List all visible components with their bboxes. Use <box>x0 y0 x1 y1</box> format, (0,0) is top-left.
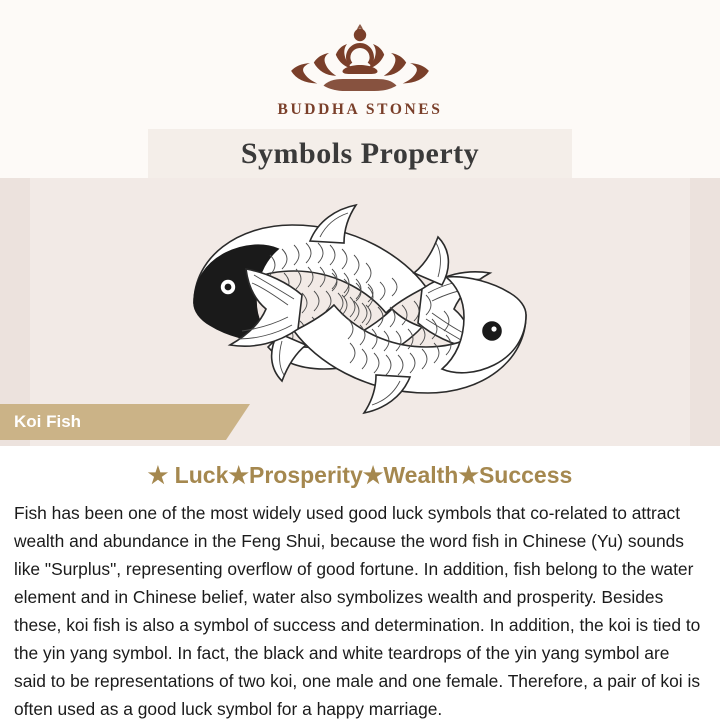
status-badge <box>0 404 226 440</box>
description-paragraph: Fish has been one of the most widely used good luck symbols that co-related to attract wealth and abundance in the Feng Shui, because the word fish in Chinese (Yu) sounds like "Surplus", representing overflow of good fortune. In addition, fish belong to the water element and in Chinese belief, water also symbolizes wealth and prosperity. Besides these, koi fish is also a symbol of success and determination. In addition, the koi is tied to the yin yang symbol. In fact, the black and white teardrops of the yin yang symbol are said to be representations of two koi, one male and one female. Therefore, a pair of koi is often used as a good luck symbol for a happy marriage. <box>14 503 701 719</box>
title-banner <box>148 129 572 178</box>
body-content <box>0 446 720 720</box>
band-side-right <box>690 178 720 446</box>
ribbon-label: Koi Fish <box>14 412 82 431</box>
brand-logo <box>0 22 720 119</box>
ribbon-tail-icon <box>226 404 250 440</box>
keyword-list: ★ Luck★Prosperity★Wealth★Success <box>147 462 573 488</box>
koi-fish-yin-yang-illustration <box>160 183 560 438</box>
brand-name: BUDDHA STONES <box>277 101 443 118</box>
page-title: Symbols Property <box>240 136 480 170</box>
lotus-meditation-icon <box>0 22 720 99</box>
